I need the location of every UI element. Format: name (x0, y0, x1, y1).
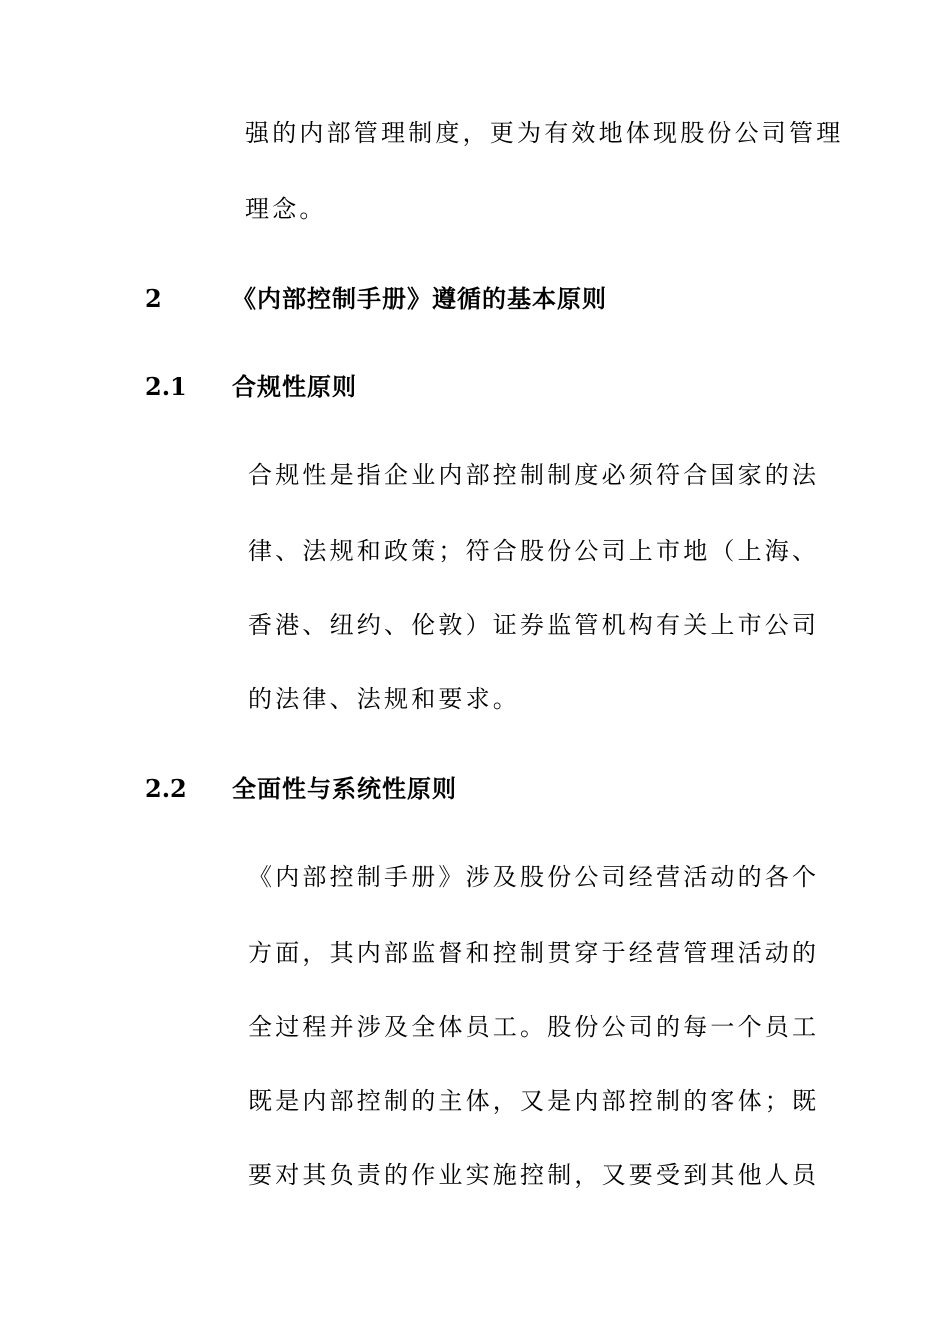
section-number: 2.2 (145, 774, 187, 803)
paragraph-line: 理念。 (245, 195, 327, 223)
section-title: 全面性与系统性原则 (232, 774, 457, 803)
section-title: 《内部控制手册》遵循的基本原则 (232, 284, 607, 313)
paragraph-line: 既是内部控制的主体，又是内部控制的客体；既 (248, 1087, 820, 1115)
paragraph-line: 强的内部管理制度，更为有效地体现股份公司管理 (245, 119, 844, 147)
section-number: 2.1 (145, 372, 187, 401)
paragraph-line: 律、法规和政策；符合股份公司上市地（上海、 (248, 537, 820, 565)
paragraph-line: 《内部控制手册》涉及股份公司经营活动的各个 (248, 863, 820, 891)
section-number: 2 (145, 284, 162, 313)
paragraph-line: 全过程并涉及全体员工。股份公司的每一个员工 (248, 1013, 820, 1041)
section-title: 合规性原则 (232, 372, 357, 401)
paragraph-line: 香港、纽约、伦敦）证券监管机构有关上市公司 (248, 611, 820, 639)
paragraph-line: 的法律、法规和要求。 (248, 685, 520, 713)
paragraph-line: 要对其负责的作业实施控制，又要受到其他人员 (248, 1161, 820, 1189)
paragraph-line: 合规性是指企业内部控制制度必须符合国家的法 (248, 461, 820, 489)
paragraph-line: 方面，其内部监督和控制贯穿于经营管理活动的 (248, 939, 820, 967)
